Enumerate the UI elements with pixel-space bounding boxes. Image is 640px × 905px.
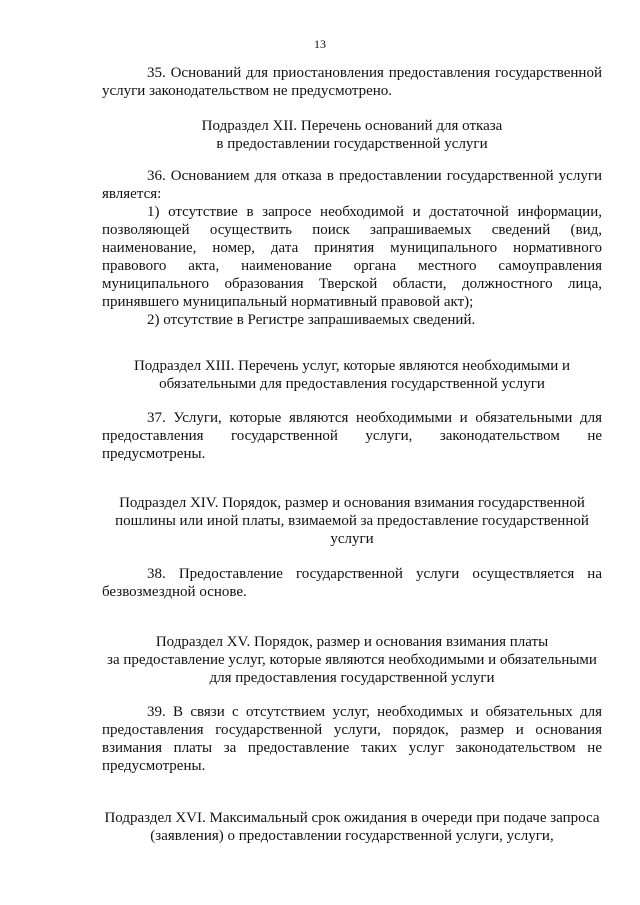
text-line: 35. Оснований для приостановления предоставления государственной (147, 65, 602, 81)
text-line: позволяющей осуществить поиск запрашиваемых сведений (вид, (102, 222, 602, 238)
paragraph-39 (102, 703, 602, 775)
subsection-heading-xv (102, 633, 602, 687)
text-line: 39. В связи с отсутствием услуг, необходимых и обязательных для (147, 704, 602, 720)
paragraph-37 (102, 409, 602, 463)
paragraph-36 (102, 167, 602, 203)
paragraph-35 (102, 64, 602, 100)
subsection-heading-xii (102, 117, 602, 153)
heading-line: в предоставлении государственной услуги (216, 136, 488, 152)
text-line: безвозмездной основе. (102, 584, 247, 600)
heading-line: для предоставления государственной услуги (209, 670, 495, 686)
text-line: 36. Основанием для отказа в предоставлении государственной услуги (147, 168, 602, 184)
text-line: предусмотрены. (102, 446, 206, 462)
text-line: принявшего муниципальный нормативный правовой акт); (102, 294, 474, 310)
heading-line: Подраздел XVI. Максимальный срок ожидания в очереди при подаче запроса (104, 810, 600, 826)
text-line: правового акта, наименование органа местного самоуправления (102, 258, 602, 274)
subsection-heading-xvi (102, 809, 602, 845)
text-line: наименование, номер, дата принятия муниципального нормативного (102, 240, 602, 256)
paragraph-36-item-1 (102, 203, 602, 311)
heading-line: (заявления) о предоставлении государственной услуги, услуги, (150, 828, 554, 844)
heading-line: Подраздел XIV. Порядок, размер и основания взимания государственной (119, 495, 585, 511)
text-line: предоставления государственной услуги, порядок, размер и основания (102, 722, 602, 738)
text-line: 37. Услуги, которые являются необходимыми и обязательными для (147, 410, 602, 426)
text-line: 1) отсутствие в запросе необходимой и достаточной информации, (147, 204, 602, 220)
text-line: 2) отсутствие в Регистре запрашиваемых сведений. (147, 312, 476, 328)
page-number: 13 (314, 37, 326, 51)
subsection-heading-xiv (102, 494, 602, 548)
heading-line: обязательными для предоставления государственной услуги (159, 376, 545, 392)
text-line: 38. Предоставление государственной услуги осуществляется на (147, 566, 602, 582)
text-line: является: (102, 186, 162, 202)
text-line: услуги законодательством не предусмотрено. (102, 83, 393, 99)
paragraph-36-item-2 (102, 311, 602, 329)
text-line: предоставления государственной услуги, законодательством не (102, 428, 602, 444)
text-line: муниципального образования Тверской области, должностного лица, (102, 276, 602, 292)
paragraph-38 (102, 565, 602, 601)
heading-line: Подраздел XII. Перечень оснований для отказа (201, 118, 503, 134)
subsection-heading-xiii (102, 357, 602, 393)
heading-line: Подраздел XIII. Перечень услуг, которые являются необходимыми и (133, 358, 571, 374)
heading-line: за предоставление услуг, которые являются необходимыми и обязательными (107, 652, 597, 668)
heading-line: Подраздел XV. Порядок, размер и основания взимания платы (155, 634, 549, 650)
text-line: взимания платы за предоставление таких услуг законодательством не (102, 740, 602, 756)
heading-line: услуги (330, 531, 374, 547)
text-line: предусмотрены. (102, 758, 206, 774)
heading-line: пошлины или иной платы, взимаемой за предоставление государственной (115, 513, 589, 529)
